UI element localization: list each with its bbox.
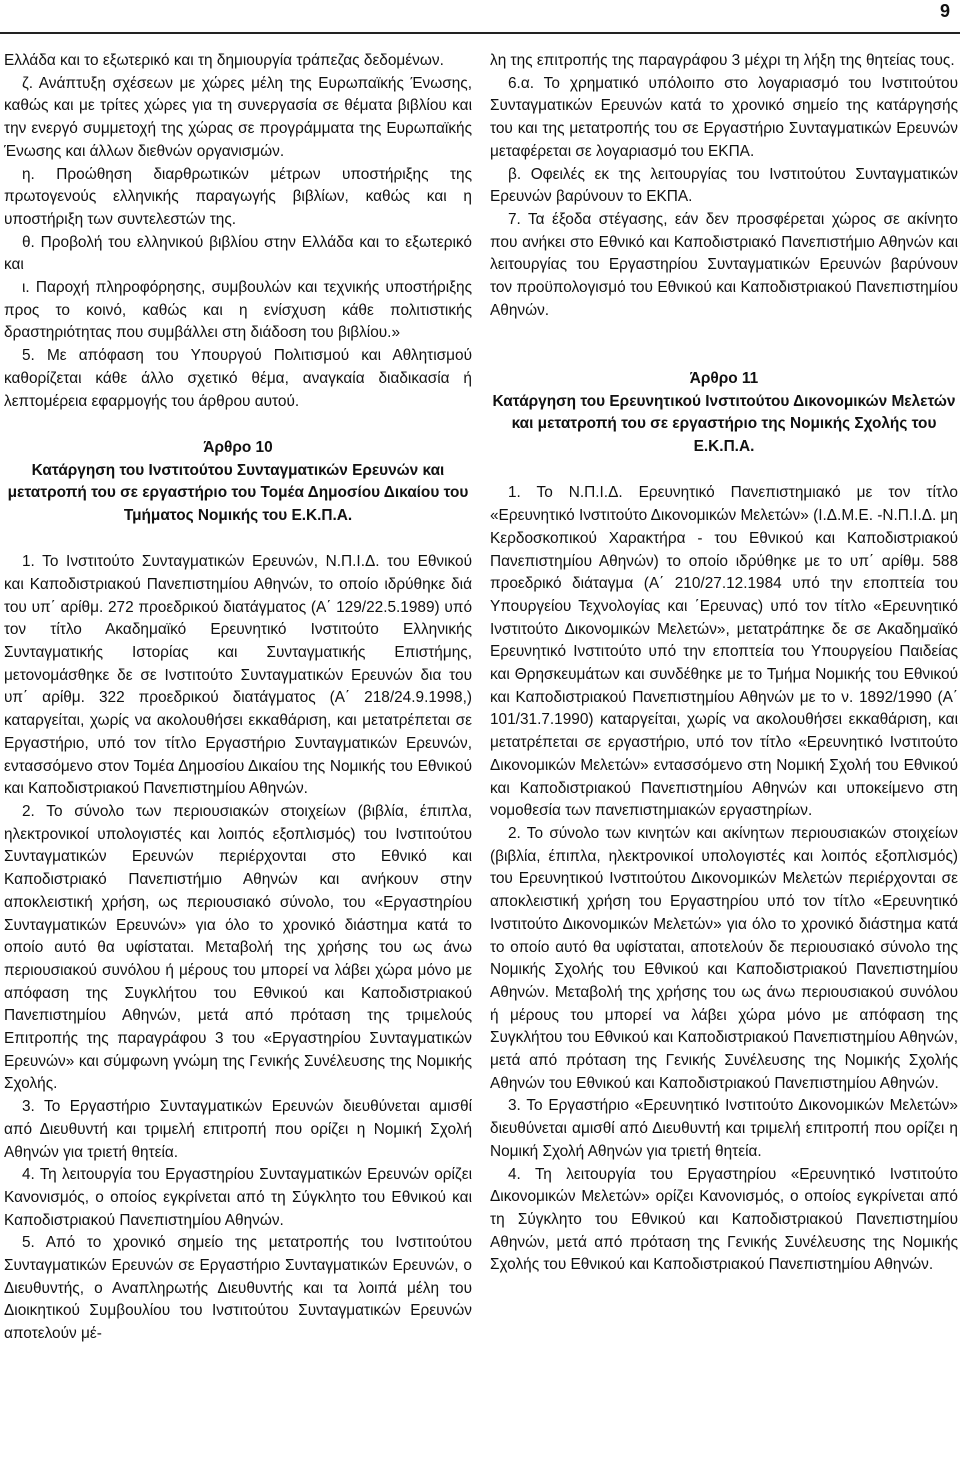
- article-number: Άρθρο 11: [689, 370, 759, 388]
- paragraph: 2. Το σύνολο των περιουσιακών στοιχείων (βιβλία, έπιπλα, ηλεκτρονικοί υπολογιστές και λοιπός εξοπλισμός) του Ινστιτούτου Συνταγματικών Ερευνών περιέρχονται στο Εθνικό και Καποδιστριακό Πανεπιστήμιο Αθηνών και ανήκουν στην αποκλειστική χρήση, ως περιουσιακό σύνολο, του «Εργαστηρίου Συνταγματικών Ερευνών» για όλο το χρονικό διάστημα κατά το οποίο αυτό θα υφίσταται. Μεταβολή της χρήσης του ως άνω περιουσιακού συνόλου ή μέρους του μπορεί να λάβει χώρα μόνο με απόφαση της Συγκλήτου του Εθνικού και Καποδιστριακού Πανεπιστημίου Αθηνών, μετά από πρόταση της τριμελούς Επιτροπής της παραγράφου 3 του «Εργαστηρίου Συνταγματικών Ερευνών» και σύμφωνη γνώμη της Γενικής Συνέλευσης της Νομικής Σχολής.: [4, 802, 472, 1093]
- article-title: Κατάργηση του Ινστιτούτου Συνταγματικών Ερευνών και μετατροπή του σε εργαστήριο του Τομέα Δημοσίου Δικαίου του Τμήματος Νομικής του Ε.Κ.Π.Α.: [7, 461, 469, 524]
- paragraph: λη της επιτροπής της παραγράφου 3 μέχρι τη λήξη της θητείας τους.: [490, 52, 955, 69]
- paragraph: 1. Το Ν.Π.Ι.Δ. Ερευνητικό Πανεπιστημιακό με τον τίτλο «Ερευνητικό Ινστιτούτο Δικονομικών Μελετών» (Ι.Δ.Μ.Ε. -Ν.Π.Ι.Δ. μη Κερδοσκοπικού Χαρακτήρα - του Εθνικού και Καποδιστριακού Πανεπιστημίου Αθηνών) το οποίο ιδρύθηκε με το υπ΄ αρίθμ. 588 προεδρικό διάταγμα (Α΄ 210/27.12.1984 υπό την εποπτεία του Υπουργείου Τεχνολογίας και ΄Ερευνας) υπό τον τίτλο «Ερευνητικό Ινστιτούτο Δικονομικών Μελετών», μετατράπηκε δε σε Ακαδημαϊκό Ερευνητικό Ινστιτούτο υπό την εποπτεία του Υπουργείου Παιδείας και Θρησκευμάτων και συνδέθηκε με το Τμήμα Νομικής του Εθνικού και Καποδιστριακού Πανεπιστημίου Αθηνών με το ν. 1892/1990 (Α΄ 101/31.7.1990) καταργείται, χωρίς να ακολουθήσει εκκαθάριση, και μετατρέπεται σε εργαστήριο, υπό τον τίτλο «Ερευνητικό Ινστιτούτο Δικονομικών Μελετών» εντασσόμενο στη Νομική Σχολή του Εθνικού και Καποδιστριακού Πανεπιστημίου Αθηνών και υποκείμενο στη νομοθεσία των πανεπιστημιακών εργαστηρίων.: [490, 484, 958, 820]
- paragraph: 4. Τη λειτουργία του Εργαστηρίου «Ερευνητικό Ινστιτούτο Δικονομικών Μελετών» ορίζει Κανονισμός, ο οποίος εγκρίνεται από τη Σύγκλητο του Εθνικού και Καποδιστριακού Πανεπιστημίου Αθηνών, μετά από πρόταση της Γενικής Συνέλευσης της Νομικής Σχολής του Εθνικού και Καποδιστριακού Πανεπιστημίου Αθηνών.: [490, 1165, 958, 1274]
- paragraph: β. Οφειλές εκ της λειτουργίας του Ινστιτούτου Συνταγματικών Ερευνών βαρύνουν το ΕΚΠΑ.: [490, 165, 958, 206]
- paragraph: 1. Το Ινστιτούτο Συνταγματικών Ερευνών, Ν.Π.Ι.Δ. του Εθνικού και Καποδιστριακού Πανεπιστημίου Αθηνών, το οποίο ιδρύθηκε διά του υπ΄ αρίθμ. 272 προεδρικού διατάγματος (Α΄ 129/22.5.1989) υπό τον τίτλο Ακαδημαϊκό Ερευνητικό Ινστιτούτο Ελληνικής Συνταγματικής Ιστορίας και Συνταγματικής Επιστήμης, μετονομάσθηκε δε σε Ινστιτούτο Συνταγματικών Ερευνών δια του υπ΄ αρίθμ. 322 προεδρικού διατάγματος (Α΄ 218/24.9.1998,) καταργείται, χωρίς να ακολουθήσει εκκαθάριση, και μετατρέπεται σε Εργαστήριο, υπό τον τίτλο Εργαστήριο Συνταγματικών Ερευνών, εντασσόμενο στον Τομέα Δημοσίου Δικαίου της Νομικής του Εθνικού και Καποδιστριακού Πανεπιστημίου Αθηνών.: [4, 553, 472, 798]
- header-rule: [0, 32, 960, 34]
- article-title: Κατάργηση του Ερευνητικού Ινστιτούτου Δικονομικών Μελετών και μετατροπή του σε εργαστήριο της Νομικής Σχολής του Ε.Κ.Π.Α.: [492, 392, 956, 455]
- right-column: [490, 50, 958, 1277]
- paragraph: 3. Το Εργαστήριο «Ερευνητικό Ινστιτούτο Δικονομικών Μελετών» διευθύνεται αμισθί από Διευθυντή και τριμελή επιτροπή που ορίζει η Νομική Σχολή Αθηνών για τριετή θητεία.: [490, 1097, 958, 1160]
- paragraph: 6.α. Το χρηματικό υπόλοιπο στο λογαριασμό του Ινστιτούτου Συνταγματικών Ερευνών κατά το χρονικό σημείο της κατάργησής του και της μετατροπής του σε Εργαστήριο Συνταγματικών Ερευνών μεταφέρεται σε λογαριασμό του ΕΚΠΑ.: [490, 74, 958, 160]
- paragraph: 5. Από το χρονικό σημείο της μετατροπής του Ινστιτούτου Συνταγματικών Ερευνών σε Εργαστήριο Συνταγματικών Ερευνών, ο Διευθυντής, ο Αναπληρωτής Διευθυντής και τα λοιπά μέλη του Διοικητικού Συμβουλίου του Ινστιτούτου Συνταγματικών Ερευνών αποτελούν μέ-: [4, 1234, 472, 1343]
- paragraph: 3. Το Εργαστήριο Συνταγματικών Ερευνών διευθύνεται αμισθί από Διευθυντή και τριμελή επιτροπή που ορίζει η Νομική Σχολή Αθηνών για τριετή θητεία.: [4, 1098, 472, 1161]
- article-10-heading: [4, 437, 472, 527]
- article-11-heading: [490, 368, 958, 458]
- paragraph: ι. Παροχή πληροφόρησης, συμβουλών και τεχνικής υποστήριξης προς το κοινό, καθώς και η ενίσχυση κάθε πολιτιστικής δραστηριότητας που συμβάλλει στη διάδοση του βιβλίου.»: [4, 279, 472, 342]
- article-number: Άρθρο 10: [203, 439, 273, 457]
- paragraph: 5. Με απόφαση του Υπουργού Πολιτισμού και Αθλητισμού καθορίζεται κάθε άλλο σχετικό θέμα, αναγκαία διαδικασία ή λεπτομέρεια εφαρμογής του άρθρου αυτού.: [4, 347, 472, 410]
- paragraph: 7. Τα έξοδα στέγασης, εάν δεν προσφέρεται χώρος σε ακίνητο που ανήκει στο Εθνικό και Καποδιστριακό Πανεπιστήμιο Αθηνών και λειτουργίας του Εργαστηρίου Συνταγματικών Ερευνών βαρύνουν τον προϋπολογισμό του Εθνικού και Καποδιστριακού Πανεπιστημίου Αθηνών.: [490, 210, 958, 319]
- paragraph: θ. Προβολή του ελληνικού βιβλίου στην Ελλάδα και το εξωτερικό και: [4, 233, 472, 274]
- paragraph: Ελλάδα και το εξωτερικό και τη δημιουργία τράπεζας δεδομένων.: [4, 52, 444, 69]
- paragraph: ζ. Ανάπτυξη σχέσεων με χώρες μέλη της Ευρωπαϊκής Ένωσης, καθώς και με τρίτες χώρες για τη συνεργασία σε θέματα βιβλίου και την ενεργό συμμετοχή της χώρας σε προγράμματα της Ευρωπαϊκής Ένωσης και άλλων διεθνών οργανισμών.: [4, 74, 472, 160]
- paragraph: 4. Τη λειτουργία του Εργαστηρίου Συνταγματικών Ερευνών ορίζει Κανονισμός, ο οποίος εγκρίνεται από τη Σύγκλητο του Εθνικού και Καποδιστριακού Πανεπιστημίου Αθηνών.: [4, 1166, 472, 1229]
- page-number: 9: [939, 1, 950, 21]
- paragraph: 2. Το σύνολο των κινητών και ακίνητων περιουσιακών στοιχείων (βιβλία, έπιπλα, ηλεκτρονικοί υπολογιστές και λοιπός εξοπλισμός) του Ερευνητικού Ινστιτούτου Δικονομικών Μελετών περιέρχονται σε αποκλειστική χρήση του Εργαστηρίου υπό τον τίτλο «Ερευνητικό Ινστιτούτο Δικονομικών Μελετών» για όλο το χρονικό διάστημα κατά το οποίο αυτό θα υφίσταται, αποτελούν δε περιουσιακό σύνολο της Νομικής Σχολής του Εθνικού και Καποδιστριακού Πανεπιστημίου Αθηνών. Μεταβολή της χρήσης του ως άνω περιουσιακού συνόλου ή μέρους του μπορεί να λάβει χώρα μόνο με απόφαση της Συγκλήτου του Εθνικού και Καποδιστριακού Πανεπιστημίου Αθηνών, μετά από πρόταση της Γενικής Συνέλευσης της Νομικής Σχολής Αθηνών του Εθνικού και Καποδιστριακού Πανεπιστημίου Αθηνών.: [490, 824, 958, 1092]
- paragraph: η. Προώθηση διαρθρωτικών μέτρων υποστήριξης της πρωτογενούς ελληνικής παραγωγής βιβλίων, καθώς και η υποστήριξη των συντελεστών της.: [4, 165, 472, 228]
- left-column: [4, 50, 472, 1346]
